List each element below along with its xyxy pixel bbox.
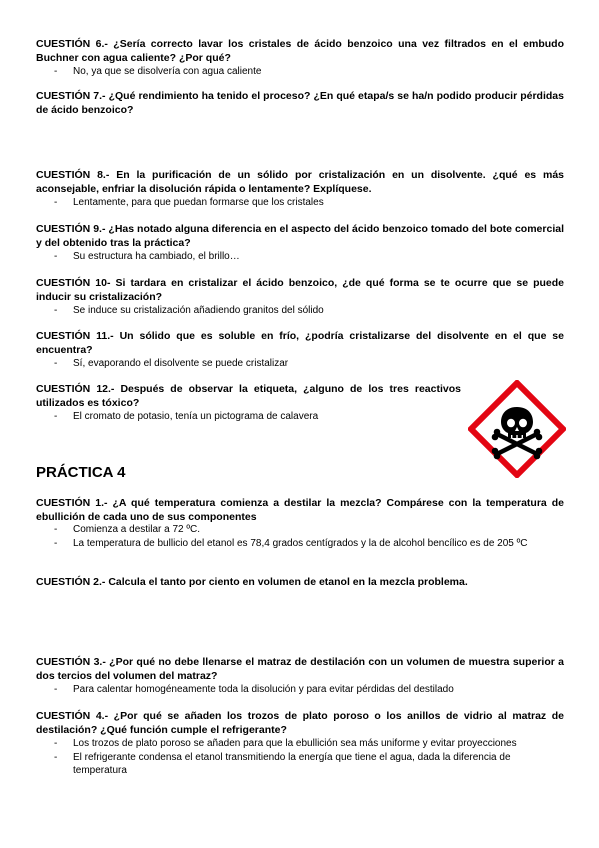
answer-9-1: - Su estructura ha cambiado, el brillo… xyxy=(54,251,240,262)
answer-p4-4-2: - El refrigerante condensa el etanol transmitiendo la energía que tiene el agua, dada la diferencia de temperatura xyxy=(54,752,511,776)
question-8: CUESTIÓN 8.- En la purificación de un sólido por cristalización en un disolvente. ¿qué es más aconsejable, enfriar la disolución rápida o lentamente? Explíquese. xyxy=(36,169,564,195)
answer-10-1: - Se induce su cristalización añadiendo granitos del sólido xyxy=(54,305,324,316)
practice4-question-1: CUESTIÓN 1.- ¿A qué temperatura comienza a destilar la mezcla? Compárese con la temperatura de ebullición de cada uno de sus componentes xyxy=(36,497,564,523)
answer-p4-3-1: - Para calentar homogéneamente toda la disolución y para evitar pérdidas del destilado xyxy=(54,684,454,695)
answer-p4-1-2: - La temperatura de bullicio del etanol es 78,4 grados centígrados y la de alcohol bencílico es de 205 ºC xyxy=(54,538,528,549)
question-9: CUESTIÓN 9.- ¿Has notado alguna diferencia en el aspecto del ácido benzoico tomado del bote comercial y del obtenido tras la práctica? xyxy=(36,223,564,249)
answer-8-1: - Lentamente, para que puedan formarse que los cristales xyxy=(54,197,324,208)
practice-heading: PRÁCTICA 4 xyxy=(36,464,126,481)
question-11: CUESTIÓN 11.- Un sólido que es soluble en frío, ¿podría cristalizarse del disolvente en el que se encuentra? xyxy=(36,330,564,356)
question-7: CUESTIÓN 7.- ¿Qué rendimiento ha tenido el proceso? ¿En qué etapa/s se ha/n podido producir pérdidas de ácido benzoico? xyxy=(36,90,564,116)
question-10: CUESTIÓN 10- Si tardara en cristalizar el ácido benzoico, ¿de qué forma se te ocurre que se puede inducir su cristalización? xyxy=(36,277,564,303)
practice4-question-2: CUESTIÓN 2.- Calcula el tanto por ciento en volumen de etanol en la mezcla problema. xyxy=(36,576,468,588)
practice4-question-3: CUESTIÓN 3.- ¿Por qué no debe llenarse el matraz de destilación con un volumen de muestra superior a dos tercios del volumen del matraz? xyxy=(36,656,564,682)
question-6: CUESTIÓN 6.- ¿Sería correcto lavar los cristales de ácido benzoico una vez filtrados en el embudo Buchner con agua caliente? ¿Por qué? xyxy=(36,38,564,64)
answer-p4-4-1: - Los trozos de plato poroso se añaden para que la ebullición sea más uniforme y evitar proyecciones xyxy=(54,738,517,749)
answer-p4-1-1: - Comienza a destilar a 72 ºC. xyxy=(54,524,201,535)
answer-12-1: - El cromato de potasio, tenía un pictograma de calavera xyxy=(54,411,319,422)
answer-11-1: - Sí, evaporando el disolvente se puede cristalizar xyxy=(54,358,289,369)
toxic-skull-icon xyxy=(468,380,566,478)
answer-6-1: - No, ya que se disolvería con agua caliente xyxy=(54,66,262,77)
practice4-question-4: CUESTIÓN 4.- ¿Por qué se añaden los trozos de plato poroso o los anillos de vidrio al matraz de destilación? ¿Qué función cumple el refrigerante? xyxy=(36,710,564,736)
question-12: CUESTIÓN 12.- Después de observar la etiqueta, ¿alguno de los tres reactivos utilizados es tóxico? xyxy=(36,383,461,409)
